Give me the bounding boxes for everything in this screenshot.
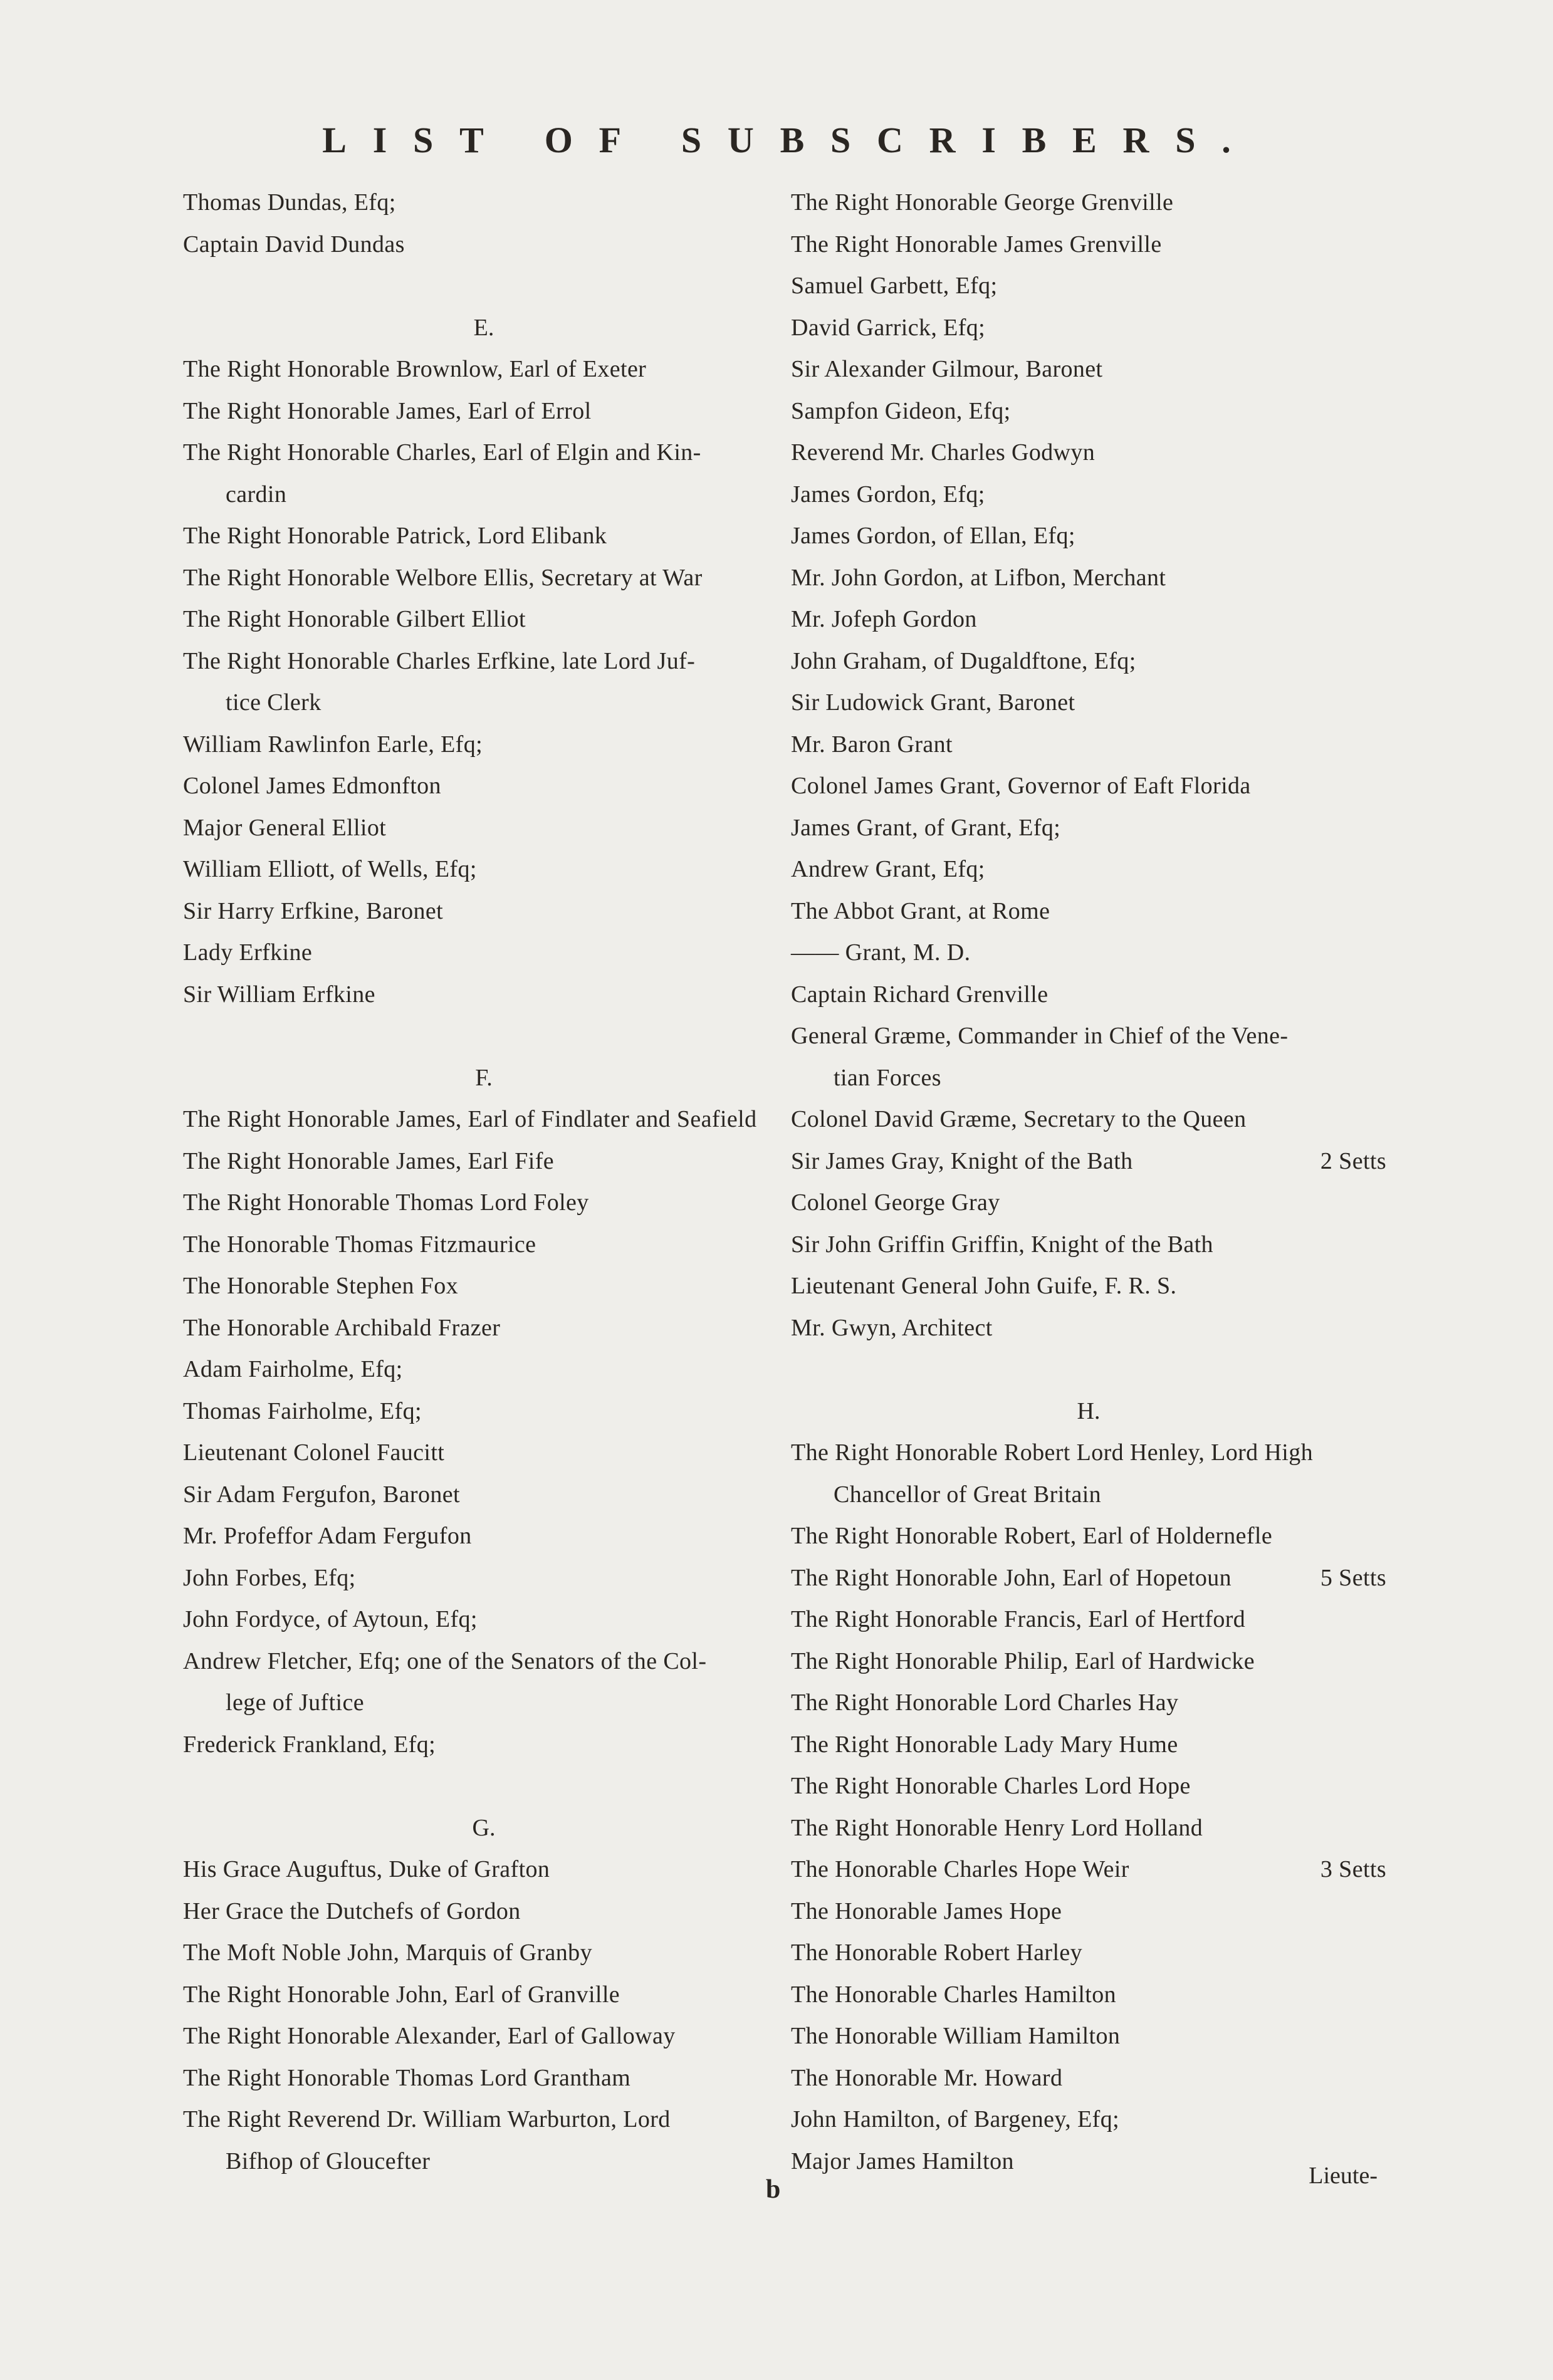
subscriber-name: General Græme, Commander in Chief of the Vene- [791, 1023, 1289, 1049]
subscriber-entry [791, 974, 1386, 1016]
subscriber-name: The Right Honorable Lord Charles Hay [791, 1689, 1179, 1716]
subscriber-name: The Right Reverend Dr. William Warburton, Lord [183, 2106, 671, 2132]
subscriber-entry [183, 2099, 785, 2141]
subscriber-entry [183, 807, 785, 849]
subscriber-name: His Grace Auguftus, Duke of Grafton [183, 1856, 550, 1882]
subscriber-name: Mr. Profeffor Adam Fergufon [183, 1523, 472, 1549]
subscriber-entry [791, 724, 1386, 766]
section-heading: F. [475, 1064, 493, 1091]
subscriber-entry [791, 1307, 1386, 1349]
subscriber-entry [183, 1099, 785, 1140]
subscriber-entry [791, 1932, 1386, 1974]
subscriber-name: Lady Erfkine [183, 939, 313, 966]
subscriber-name: The Right Honorable George Grenville [791, 189, 1174, 216]
subscriber-entry [791, 1265, 1386, 1307]
subscriber-name: Mr. Jofeph Gordon [791, 606, 977, 632]
subscriber-entry [791, 474, 1386, 516]
subscriber-name: Sampfon Gideon, Efq; [791, 397, 1011, 424]
subscriber-entry [791, 182, 1386, 224]
subscriber-name: John Graham, of Dugaldftone, Efq; [791, 647, 1136, 674]
subscriber-name: The Right Honorable Charles, Earl of Elgin and Kin- [183, 439, 701, 466]
subscriber-name: lege of Juftice [226, 1689, 364, 1716]
subscriber-entry [791, 1807, 1386, 1849]
subscriber-entry [183, 1974, 785, 2016]
subscriber-name: The Honorable Charles Hamilton [791, 1981, 1116, 2008]
subscriber-entry [183, 1307, 785, 1349]
subscriber-name: Thomas Fairholme, Efq; [183, 1397, 422, 1424]
subscriber-name: Major James Hamilton [791, 2148, 1014, 2174]
subscriber-entry [791, 2099, 1386, 2141]
subscriber-name: The Right Honorable James, Earl of Errol [183, 397, 592, 424]
subscriber-entry [791, 1557, 1386, 1599]
sets-count: 5 Setts [1320, 1564, 1386, 1591]
subscriber-name: Bifhop of Gloucefter [226, 2148, 431, 2174]
subscriber-entry [791, 1641, 1386, 1683]
subscriber-entry [791, 848, 1386, 890]
subscriber-name: The Right Honorable Francis, Earl of Hertford [791, 1606, 1246, 1632]
subscriber-name: Sir Ludowick Grant, Baronet [791, 689, 1075, 716]
section-heading: G. [472, 1814, 496, 1841]
subscriber-entry [183, 557, 785, 599]
subscriber-name: The Right Honorable Welbore Ellis, Secretary at War [183, 564, 703, 591]
subscriber-name: Reverend Mr. Charles Godwyn [791, 439, 1095, 466]
subscriber-name: The Honorable Thomas Fitzmaurice [183, 1231, 536, 1258]
subscriber-entry [183, 390, 785, 432]
subscriber-entry [791, 1891, 1386, 1933]
subscriber-name: The Moft Noble John, Marquis of Granby [183, 1939, 592, 1966]
subscriber-name: Thomas Dundas, Efq; [183, 189, 396, 216]
subscriber-name: Mr. Baron Grant [791, 731, 953, 758]
subscriber-name: Lieutenant General John Guife, F. R. S. [791, 1273, 1177, 1299]
catchword: Lieute- [1309, 2163, 1378, 2189]
subscriber-name: The Right Honorable Robert, Earl of Holdernefle [791, 1523, 1273, 1549]
subscriber-name: cardin [226, 481, 287, 508]
subscriber-name: The Honorable Mr. Howard [791, 2064, 1063, 2091]
subscriber-entry [791, 890, 1386, 932]
subscriber-entry [791, 2141, 1386, 2183]
section-spacer [791, 1349, 1386, 1391]
subscriber-name: The Right Honorable John, Earl of Hopetoun [791, 1564, 1231, 1591]
sets-count: 2 Setts [1320, 1147, 1386, 1174]
subscriber-entry [183, 848, 785, 890]
subscriber-name: The Right Honorable Gilbert Elliot [183, 606, 526, 632]
subscriber-entry [791, 432, 1386, 474]
subscriber-name: William Elliott, of Wells, Efq; [183, 856, 477, 882]
subscriber-name: David Garrick, Efq; [791, 314, 986, 341]
subscriber-entry [183, 1932, 785, 1974]
subscriber-name: The Right Honorable Philip, Earl of Hardwicke [791, 1647, 1255, 1674]
subscriber-entry [183, 890, 785, 932]
subscriber-name: Sir James Gray, Knight of the Bath [791, 1147, 1133, 1174]
signature-mark: b [766, 2175, 781, 2204]
subscriber-name: Her Grace the Dutchefs of Gordon [183, 1897, 521, 1924]
subscriber-entry [183, 640, 785, 682]
subscriber-entry [183, 1349, 785, 1391]
page-title: LIST OF SUBSCRIBERS. [322, 120, 1257, 160]
subscriber-entry [791, 2057, 1386, 2099]
subscriber-entry [791, 265, 1386, 307]
subscriber-name: —— Grant, M. D. [791, 939, 971, 966]
subscriber-continuation [183, 474, 785, 516]
subscriber-name: The Abbot Grant, at Rome [791, 897, 1050, 924]
subscriber-entry [791, 348, 1386, 390]
subscriber-name: Colonel James Grant, Governor of Eaft Florida [791, 773, 1251, 799]
subscriber-continuation [183, 1682, 785, 1724]
subscriber-entry [183, 1724, 785, 1766]
subscriber-name: tice Clerk [226, 689, 322, 716]
subscriber-entry [183, 1224, 785, 1266]
subscriber-entry [183, 182, 785, 224]
subscriber-name: William Rawlinfon Earle, Efq; [183, 731, 483, 758]
subscriber-name: Samuel Garbett, Efq; [791, 273, 998, 299]
subscriber-name: The Right Honorable James, Earl Fife [183, 1147, 554, 1174]
subscriber-entry [791, 1099, 1386, 1140]
subscriber-name: The Right Honorable Robert Lord Henley, Lord High [791, 1439, 1313, 1466]
subscriber-name: Sir Adam Fergufon, Baronet [183, 1481, 460, 1508]
subscriber-entry [183, 598, 785, 640]
subscriber-continuation [183, 2141, 785, 2183]
subscriber-name: The Right Honorable Charles Erfkine, late Lord Juf- [183, 647, 696, 674]
subscriber-name: Mr. John Gordon, at Lifbon, Merchant [791, 564, 1166, 591]
subscriber-entry [183, 1849, 785, 1891]
section-spacer [183, 265, 785, 307]
subscriber-name: James Gordon, of Ellan, Efq; [791, 523, 1075, 549]
subscriber-name: The Right Honorable Thomas Lord Grantham [183, 2064, 631, 2091]
subscriber-continuation [183, 682, 785, 724]
subscriber-entry [183, 1432, 785, 1474]
subscriber-entry [791, 1599, 1386, 1641]
subscriber-entry [791, 682, 1386, 724]
section-spacer [183, 1015, 785, 1057]
subscriber-name: Sir William Erfkine [183, 981, 375, 1008]
subscriber-entry [791, 557, 1386, 599]
subscriber-entry [183, 1641, 785, 1683]
subscriber-name: Chancellor of Great Britain [834, 1481, 1102, 1508]
subscriber-name: The Right Honorable Charles Lord Hope [791, 1773, 1191, 1799]
subscriber-entry [183, 1140, 785, 1182]
subscriber-name: James Grant, of Grant, Efq; [791, 814, 1061, 841]
subscriber-name: Lieutenant Colonel Faucitt [183, 1439, 445, 1466]
subscriber-name: The Right Honorable James, Earl of Findlater and Seafield [183, 1106, 757, 1132]
subscriber-name: tian Forces [834, 1064, 941, 1091]
subscriber-name: The Honorable James Hope [791, 1897, 1062, 1924]
subscriber-name: Captain David Dundas [183, 231, 405, 258]
subscriber-entry [791, 1849, 1386, 1891]
left-column [183, 182, 785, 2182]
subscriber-entry [791, 1515, 1386, 1557]
subscriber-name: The Honorable Robert Harley [791, 1939, 1083, 1966]
subscriber-name: Colonel George Gray [791, 1189, 1000, 1216]
subscriber-entry [183, 432, 785, 474]
section-heading: H. [1077, 1397, 1101, 1424]
subscriber-entry [791, 1682, 1386, 1724]
subscriber-entry [183, 932, 785, 974]
subscriber-name: The Honorable William Hamilton [791, 2023, 1121, 2049]
subscriber-name: The Right Honorable Brownlow, Earl of Exeter [183, 356, 647, 382]
subscriber-entry [183, 974, 785, 1016]
subscriber-entry [183, 724, 785, 766]
subscriber-entry [791, 224, 1386, 266]
subscriber-name: Colonel James Edmonfton [183, 773, 441, 799]
subscriber-entry [183, 1515, 785, 1557]
subscriber-name: The Honorable Archibald Frazer [183, 1314, 501, 1341]
subscriber-name: Captain Richard Grenville [791, 981, 1048, 1008]
subscriber-name: The Honorable Stephen Fox [183, 1273, 459, 1299]
section-spacer [183, 1765, 785, 1807]
subscriber-entry [791, 807, 1386, 849]
subscriber-continuation [791, 1474, 1386, 1516]
subscriber-entry [183, 1599, 785, 1641]
subscriber-entry [791, 765, 1386, 807]
subscriber-name: Major General Elliot [183, 814, 387, 841]
subscriber-entry [791, 598, 1386, 640]
subscriber-name: John Fordyce, of Aytoun, Efq; [183, 1606, 478, 1632]
subscriber-entry [791, 1224, 1386, 1266]
subscriber-name: Sir Alexander Gilmour, Baronet [791, 356, 1103, 382]
subscriber-entry [791, 1140, 1386, 1182]
subscriber-name: The Right Honorable Thomas Lord Foley [183, 1189, 589, 1216]
subscriber-name: James Gordon, Efq; [791, 481, 985, 508]
subscriber-entry [791, 307, 1386, 349]
subscriber-entry [183, 2015, 785, 2057]
subscriber-name: John Hamilton, of Bargeney, Efq; [791, 2106, 1120, 2132]
subscriber-entry [183, 1265, 785, 1307]
subscriber-name: Andrew Fletcher, Efq; one of the Senators of the Col- [183, 1647, 707, 1674]
subscriber-entry [791, 1015, 1386, 1057]
subscriber-name: Mr. Gwyn, Architect [791, 1314, 993, 1341]
subscriber-entry [791, 2015, 1386, 2057]
subscriber-name: The Right Honorable James Grenville [791, 231, 1162, 258]
subscriber-name: Sir John Griffin Griffin, Knight of the Bath [791, 1231, 1213, 1258]
subscriber-entry [791, 1724, 1386, 1766]
subscriber-continuation [791, 1057, 1386, 1099]
subscriber-entry [791, 1765, 1386, 1807]
subscriber-name: Sir Harry Erfkine, Baronet [183, 897, 444, 924]
subscriber-entry [183, 2057, 785, 2099]
subscriber-entry [791, 1432, 1386, 1474]
subscriber-name: Frederick Frankland, Efq; [183, 1731, 436, 1758]
sets-count: 3 Setts [1320, 1856, 1386, 1882]
subscriber-entry [183, 1891, 785, 1933]
subscriber-entry [183, 1557, 785, 1599]
subscriber-name: Adam Fairholme, Efq; [183, 1356, 403, 1382]
subscriber-entry [183, 765, 785, 807]
subscriber-entry [183, 1391, 785, 1433]
subscriber-name: Colonel David Græme, Secretary to the Queen [791, 1106, 1247, 1132]
subscriber-name: Andrew Grant, Efq; [791, 856, 985, 882]
subscriber-entry [791, 932, 1386, 974]
subscriber-entry [791, 390, 1386, 432]
subscriber-entry [791, 515, 1386, 557]
subscriber-name: The Right Honorable John, Earl of Granville [183, 1981, 620, 2008]
subscriber-entry [183, 1182, 785, 1224]
subscriber-entry [183, 348, 785, 390]
subscriber-name: The Right Honorable Lady Mary Hume [791, 1731, 1178, 1758]
subscriber-entry [183, 224, 785, 266]
subscriber-entry [183, 1474, 785, 1516]
subscriber-name: John Forbes, Efq; [183, 1564, 356, 1591]
subscriber-entry [791, 1182, 1386, 1224]
subscriber-entry [791, 1974, 1386, 2016]
subscriber-entry [183, 515, 785, 557]
subscriber-name: The Right Honorable Patrick, Lord Elibank [183, 523, 607, 549]
section-heading: E. [473, 314, 494, 341]
subscriber-entry [791, 640, 1386, 682]
subscriber-name: The Honorable Charles Hope Weir [791, 1856, 1129, 1882]
subscriber-name: The Right Honorable Alexander, Earl of Galloway [183, 2023, 676, 2049]
subscriber-name: The Right Honorable Henry Lord Holland [791, 1814, 1203, 1841]
right-column [791, 182, 1386, 2182]
